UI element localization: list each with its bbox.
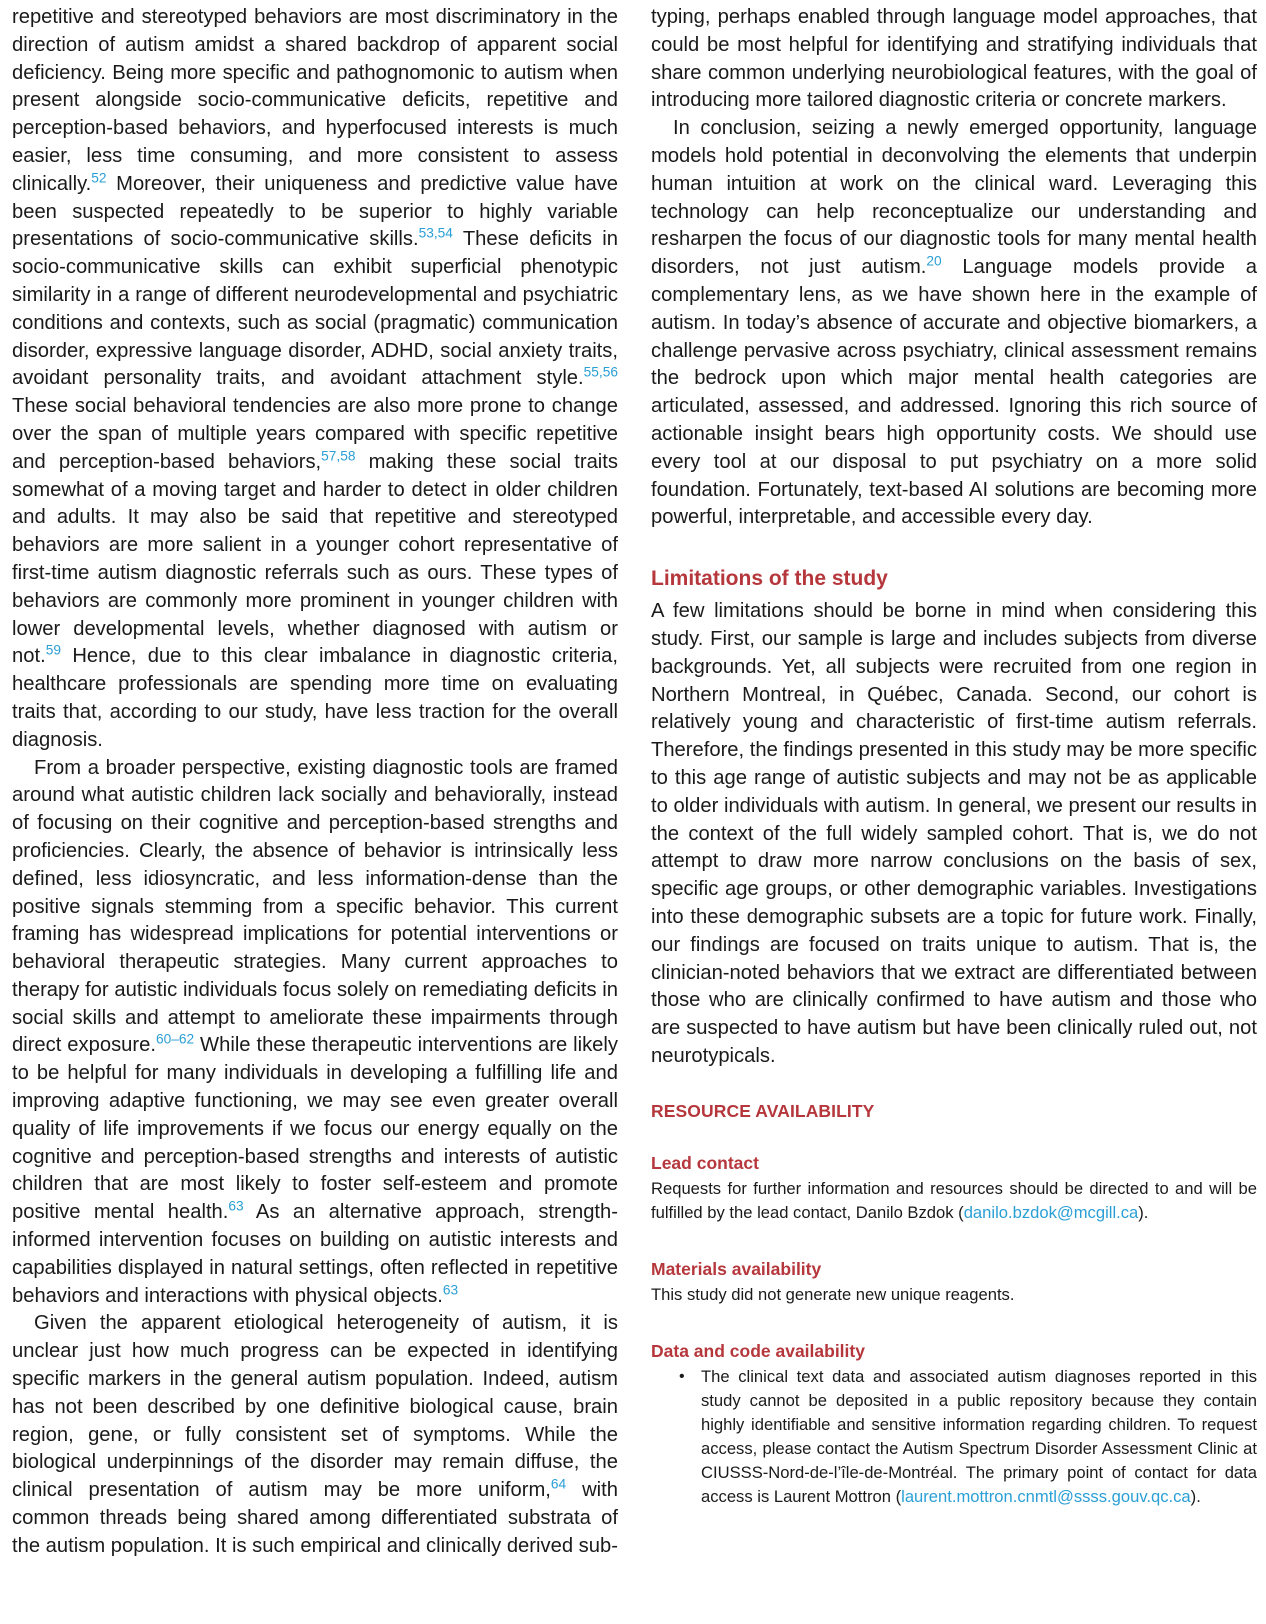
resource-availability-heading: RESOURCE AVAILABILITY <box>651 1100 875 1121</box>
citation-ref[interactable]: 64 <box>550 1476 567 1492</box>
left-column <box>12 4 618 1561</box>
citation-ref[interactable]: 63 <box>228 1198 244 1214</box>
lead-contact-email-link[interactable]: danilo.bzdok@mcgill.ca <box>963 1202 1139 1222</box>
citation-ref[interactable]: 63 <box>442 1281 459 1297</box>
lead-contact-heading: Lead contact <box>651 1152 759 1173</box>
paragraph-conclusion: In conclusion, seizing a newly emerged opportunity, language models hold potential in deconvolving the elements that underpin human intuition at work on the clinical ward. Leveraging this technology can help reconceptualize our understanding and resharpen the focus of our diagnostic tools for many mental health disorders, not just autism.$^{20}$ Language models provide a complementary lens, as we have shown here in the example of autism. In today’s absence of accurate and objective biomarkers, a challenge pervasive across psychiatry, clinical assessment remains the bedrock upon which major mental health categories are articulated, assessed, and addressed. Ignoring this rich source of actionable insight bears high opportunity costs. We should use every tool at our disposal to put psychiatry on a more solid foundation. Fortunately, text-based AI solutions are becoming more powerful, interpretable, and accessible every day. <box>651 117 1257 529</box>
list-item: • The clinical text data and associated autism diagnoses reported in this study cannot be deposited in a public repository because they contain highly identifiable and sensitive information regarding children. To request access, please contact the Autism Spectrum Disorder Assessment Clinic at CIUSSS-Nord-de-l’île-de-Montréal. The primary point of contact for data access is Laurent Mottron (laurent.mottron.cnmtl@ssss.gouv.qc.ca). <box>679 1366 1257 1506</box>
citation-ref[interactable]: 60–62 <box>155 1031 195 1047</box>
materials-availability-heading: Materials availability <box>651 1258 822 1279</box>
paragraph-left-2: From a broader perspective, existing diagnostic tools are framed around what autistic children lack socially and behaviorally, instead of focusing on their cognitive and perception-based strengths and proficiencies. Clearly, the absence of behavior is intrinsically less defined, less idiosyncratic, and less information-dense than the positive signals stemming from a specific behavior. This current framing has widespread implications for potential interventions or behavioral therapeutic strategies. Many current approaches to therapy for autistic individuals focus solely on remediating deficits in social skills and attempt to ameliorate these impairments through direct exposure.$^{60-62}$ While these therapeutic interventions are likely to be helpful for many individuals in developing a fulfilling life and improving adaptive functioning, we may see even greater overall quality of life improvements if we focus our energy equally on the cognitive and perception-based strengths and interests of autistic children that are most likely to foster self-esteem and promote positive mental health.$^{63}$ As an alternative approach, strength-informed intervention focuses on building on autistic interests and capabilities displayed in natural settings, often reflected in repetitive behaviors and interactions with physical objects.$^{63}$ <box>12 756 618 1307</box>
materials-availability-text: This study did not generate new unique reagents. <box>651 1284 1015 1304</box>
citation-ref[interactable]: 55,56 <box>583 364 618 380</box>
paragraph-right-1: typing, perhaps enabled through language model approaches, that could be most helpful for identifying and stratifying individuals that share common underlying neurobiological features, with the goal of introducing more tailored diagnostic criteria or concrete markers. <box>651 6 1257 112</box>
citation-ref[interactable]: 53,54 <box>418 225 453 241</box>
citation-ref[interactable]: 52 <box>91 170 107 186</box>
limitations-text: A few limitations should be borne in mind when considering this study. First, our sample is large and includes subjects from diverse backgrounds. Yet, all subjects were recruited from one region in Northern Montreal, in Québec, Canada. Second, our cohort is relatively young and characteristic of first-time autism referrals. Therefore, the findings presented in this study may be more specific to this age range of autistic subjects and may not be as applicable to older individuals with autism. In general, we present our results in the context of the full widely sampled cohort. That is, we do not attempt to draw more narrow conclusions on the basis of sex, specific age groups, or other demographic variables. Investigations into these demographic subsets are a topic for future work. Finally, our findings are focused on traits unique to autism. That is, the clinician-noted behaviors that we extract are differentiated between those who are clinically confirmed to have autism and those who are suspected to have autism but have been clinically ruled out, not neurotypicals. <box>651 600 1257 1067</box>
limitations-heading: Limitations of the study <box>651 567 888 591</box>
data-access-email-link[interactable]: laurent.mottron.cnmtl@ssss.gouv.qc.ca <box>901 1486 1191 1506</box>
right-column <box>651 4 1257 1509</box>
paragraph-left-3: Given the apparent etiological heterogeneity of autism, it is unclear just how much progress can be expected in identifying specific markers in the general autism population. Indeed, autism has not been described by one definitive biological cause, brain region, gene, or fully consistent set of symptoms. While the biological underpinnings of the disorder may remain diffuse, the clinical presentation of autism may be more uniform,$^{64}$ with common threads being shared among differentiated substrata of the autism population. It is such empirical and clinically derived sub- <box>12 1312 618 1557</box>
data-code-availability-heading: Data and code availability <box>651 1340 865 1361</box>
lead-contact-text: Requests for further information and resources should be directed to and will be fulfilled by the lead contact, Danilo Bzdok (danilo.bzdok@mcgill.ca). <box>651 1178 1257 1222</box>
citation-ref[interactable]: 57,58 <box>321 448 356 464</box>
bullet-icon: • <box>679 1367 685 1385</box>
citation-ref[interactable]: 59 <box>45 642 61 658</box>
citation-ref[interactable]: 20 <box>926 253 942 269</box>
data-code-list <box>651 1365 1257 1509</box>
paragraph-left-1: repetitive and stereotyped behaviors are most discriminatory in the direction of autism amidst a shared backdrop of apparent social deficiency. Being more specific and pathognomonic to autism when present alongside socio-communicative deficits, repetitive and perception-based behaviors, and hyperfocused interests is much easier, less time consuming, and more consistent to assess clinically.$^{52}$ Moreover, their uniqueness and predictive value have been suspected repeatedly to be superior to highly variable presentations of socio-communicative skills.$^{53,54}$ These deficits in socio-communicative skills can exhibit superficial phenotypic similarity in a range of different neurodevelopmental and psychiatric conditions and contexts, such as social (pragmatic) communication disorder, expressive language disorder, ADHD, social anxiety traits, avoidant personality traits, and avoidant attachment style.$^{55,56}$ These social behavioral tendencies are also more prone to change over the span of multiple years compared with specific repetitive and perception-based behaviors,$^{57,58}$ making these social traits somewhat of a moving target and harder to detect in older children and adults. It may also be said that repetitive and stereotyped behaviors are more salient in a younger cohort representative of first-time autism diagnostic referrals such as ours. These types of behaviors are commonly more prominent in younger children with lower developmental levels, whether diagnosed with autism or not.$^{59}$ Hence, due to this clear imbalance in diagnostic criteria, healthcare professionals are spending more time on evaluating traits that, according to our study, have less traction for the overall diagnosis. <box>12 6 618 751</box>
